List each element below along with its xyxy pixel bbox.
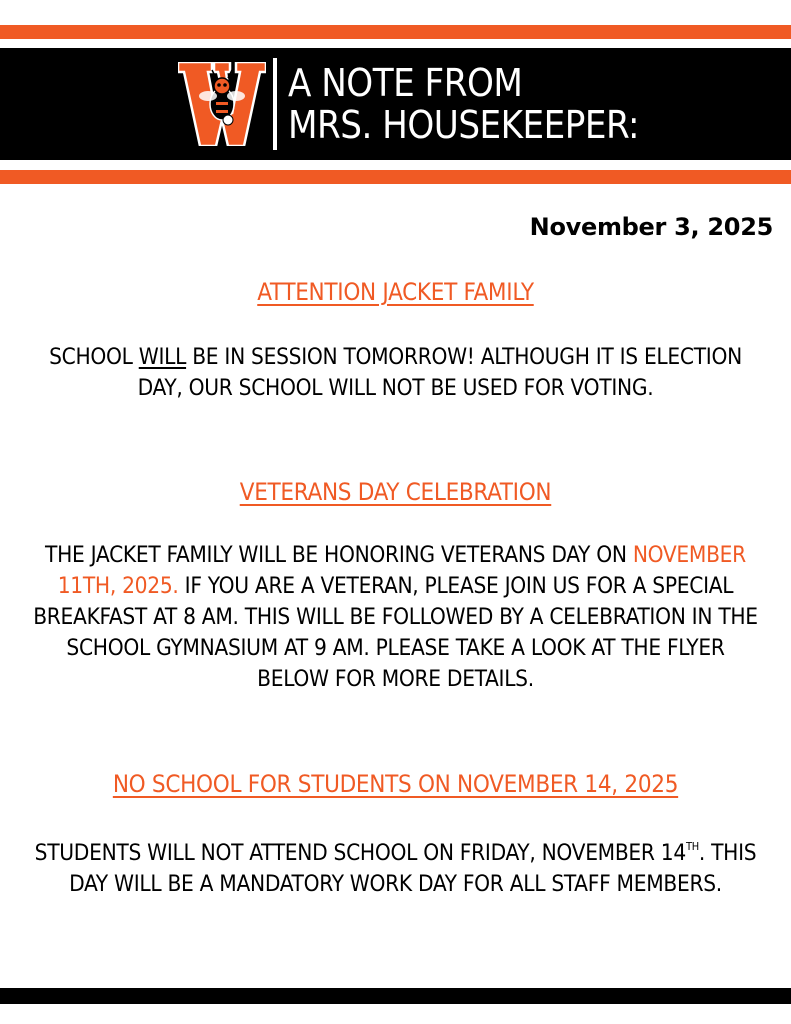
body-text: THE JACKET FAMILY WILL BE HONORING VETERANS DAY ON [45,542,633,568]
header-title-line2: MRS. HOUSEKEEPER: [288,103,640,147]
section-body-attention [30,342,761,404]
hornet-w-logo [178,62,266,146]
body-text: . THIS DAY WILL BE A MANDATORY WORK DAY FOR ALL STAFF MEMBERS. [69,840,757,897]
body-text: STUDENTS WILL NOT ATTEND SCHOOL ON FRIDAY, NOVEMBER 14 [34,840,686,866]
section-heading-no-school: NO SCHOOL FOR STUDENTS ON NOVEMBER 14, 2025 [112,770,679,798]
header-divider [273,58,277,150]
superscript: TH [685,840,699,853]
highlighted-date: NOVEMBER 11TH, 2025. [57,542,746,599]
letter-date: November 3, 2025 [529,213,773,241]
section-heading-veterans: VETERANS DAY CELEBRATION [239,478,552,506]
body-text: SCHOOL [49,344,139,370]
header-title [288,62,639,146]
header-title-line1: A NOTE FROM [288,61,523,105]
footer-bar [0,988,791,1004]
emphasis-text: WILL [138,344,187,370]
header-banner [0,48,791,160]
section-heading-attention: ATTENTION JACKET FAMILY [257,278,534,306]
section-body-veterans [30,540,761,695]
body-text: IF YOU ARE A VETERAN, PLEASE JOIN US FOR A SPECIAL BREAKFAST AT 8 AM. THIS WILL BE FOLLOWED BY A CELEBRATION IN THE SCHOOL GYMNASIUM AT 9 AM. PLEASE TAKE A LOOK AT THE FLYER BELOW FOR MORE DETAILS. [33,573,758,692]
top-accent-stripe [0,25,791,39]
body-text: BE IN SESSION TOMORROW! ALTHOUGH IT IS ELECTION DAY, OUR SCHOOL WILL NOT BE USED FOR VOTING. [137,344,742,401]
bottom-accent-stripe [0,170,791,184]
section-body-no-school [30,838,761,900]
